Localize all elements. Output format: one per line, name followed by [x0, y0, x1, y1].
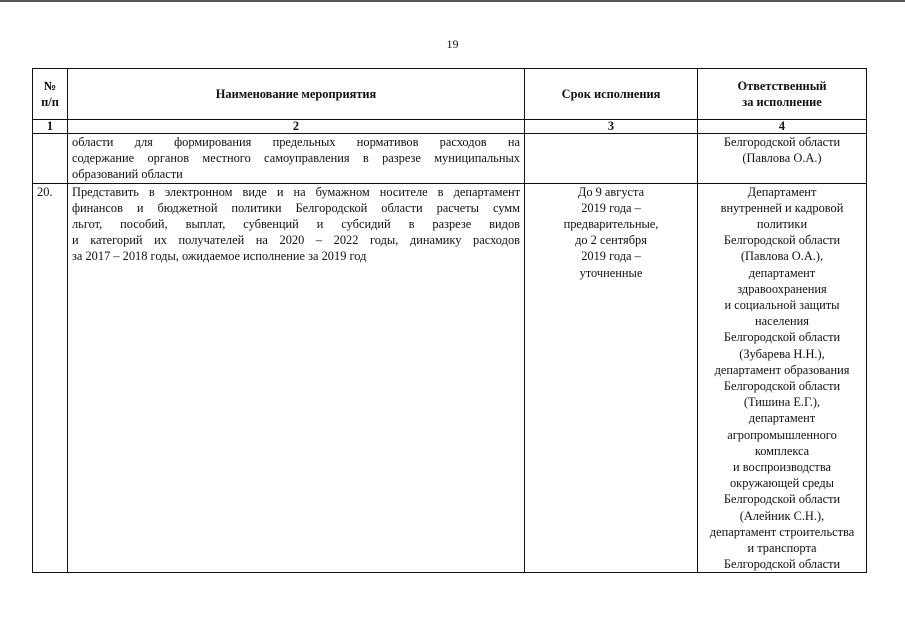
- responsible-party-line: (Павлова О.А.),: [740, 249, 824, 264]
- responsible-party-line: департамент: [748, 265, 816, 280]
- column-index: 4: [698, 120, 867, 134]
- top-border-rule: [0, 0, 905, 2]
- measure-name-line: за 2017 – 2018 годы, ожидаемое исполнение за 2019 год: [72, 249, 367, 264]
- header-name: Наименование мероприятия: [68, 69, 525, 120]
- responsible-party-line: Белгородской области: [723, 379, 841, 394]
- responsible-party-line: внутренней и кадровой: [720, 200, 844, 215]
- header-num: [33, 69, 68, 120]
- measure-name-line: финансов и бюджетной политики Белгородской области расчеты сумм: [72, 200, 520, 215]
- header-line: п/п: [41, 95, 59, 109]
- responsible-party-line: политики: [756, 217, 808, 232]
- execution-term-line: уточненные: [579, 265, 643, 280]
- header-line: №: [43, 78, 57, 93]
- responsible-party-line: департамент: [748, 411, 816, 426]
- responsible-party-line: департамент строительства: [709, 524, 855, 539]
- responsible-party-line: окружающей среды: [729, 476, 835, 491]
- responsible-party-line: и транспорта: [747, 541, 817, 556]
- responsible-party-line: и социальной защиты: [724, 298, 840, 313]
- execution-term: [525, 183, 698, 573]
- responsible-party-line: департамент образования: [714, 362, 850, 377]
- responsible-party: [698, 134, 867, 184]
- responsible-party-line: Белгородской области: [723, 330, 841, 345]
- execution-term-line: 2019 года –: [581, 249, 641, 264]
- responsible-party-line: здравоохранения: [737, 281, 827, 296]
- header-line: Ответственный: [737, 78, 827, 93]
- header-line: за исполнение: [742, 95, 822, 109]
- responsible-party: [698, 183, 867, 573]
- row-number: 20.: [33, 183, 68, 573]
- measure-name-line: образований области: [72, 167, 183, 182]
- measure-name-line: Представить в электронном виде и на бумажном носителе в департамент: [72, 184, 520, 199]
- measure-name-line: области для формирования предельных нормативов расходов на: [72, 135, 520, 149]
- table-header-row: [33, 69, 867, 120]
- responsible-party-line: (Тишина Е.Г.),: [743, 395, 821, 410]
- header-responsible: [698, 69, 867, 120]
- execution-term-line: до 2 сентября: [575, 233, 647, 248]
- page-number: 19: [446, 37, 459, 51]
- column-index: 2: [68, 120, 525, 134]
- measures-table: [32, 68, 867, 573]
- table-row: [33, 183, 867, 573]
- execution-term-line: До 9 августа: [577, 184, 645, 199]
- measure-name-line: содержание органов местного самоуправления в разрезе муниципальных: [72, 151, 520, 166]
- measure-name: [68, 134, 525, 184]
- measure-name-line: льгот, пособий, выплат, субвенций и субсидий в разрезе видов: [72, 217, 520, 232]
- header-term: Срок исполнения: [525, 69, 698, 120]
- execution-term-line: предварительные,: [563, 217, 659, 232]
- row-number: [33, 134, 68, 184]
- column-index: 3: [525, 120, 698, 134]
- responsible-party-line: агропромышленного: [727, 427, 837, 442]
- responsible-party-line: Белгородской области: [723, 557, 841, 572]
- responsible-party-line: населения: [755, 314, 809, 329]
- responsible-party-line: Департамент: [747, 184, 817, 199]
- measure-name-line: и категорий их получателей на 2020 – 2022 годы, динамику расходов: [72, 233, 520, 248]
- column-index-row: [33, 120, 867, 134]
- execution-term: [525, 134, 698, 184]
- column-index: 1: [33, 120, 68, 134]
- responsible-party-line: (Павлова О.А.): [742, 151, 822, 166]
- responsible-party-line: Белгородской области: [723, 492, 841, 507]
- responsible-party-line: (Зубарева Н.Н.),: [739, 346, 825, 361]
- measure-name: [68, 183, 525, 573]
- responsible-party-line: комплекса: [754, 443, 810, 458]
- responsible-party-line: Белгородской области: [723, 135, 841, 149]
- responsible-party-line: и воспроизводства: [732, 460, 832, 475]
- responsible-party-line: Белгородской области: [723, 233, 841, 248]
- execution-term-line: 2019 года –: [581, 200, 641, 215]
- table-row: [33, 134, 867, 184]
- responsible-party-line: (Алейник С.Н.),: [739, 508, 825, 523]
